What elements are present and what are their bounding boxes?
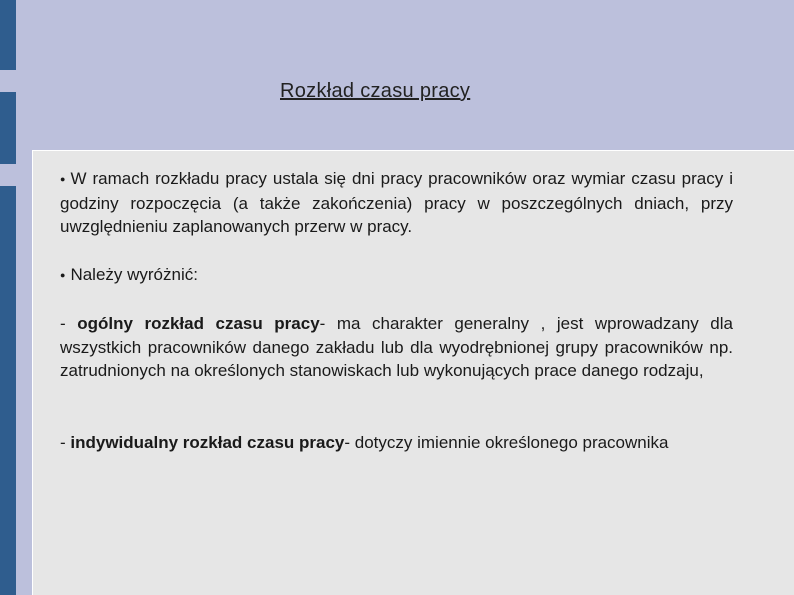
item-description-individual: - dotyczy imiennie określonego pracownika bbox=[344, 433, 669, 452]
item-term-individual: indywidualny rozkład czasu pracy bbox=[70, 433, 345, 452]
item-prefix: - bbox=[60, 433, 71, 452]
bullet-paragraph-2 bbox=[60, 263, 733, 288]
bullet-icon: ● bbox=[60, 270, 66, 280]
bullet-paragraph-1 bbox=[60, 167, 733, 239]
item-term-general: ogólny rozkład czasu pracy bbox=[77, 314, 320, 333]
bullet-text-1: W ramach rozkładu pracy ustala się dni pracy pracowników oraz wymiar czasu pracy i godziny rozpoczęcia (a także zakończenia) pracy w poszczególnych dniach, przy uwzględnieniu zaplanowanych przerw w pracy. bbox=[60, 169, 733, 236]
item-general-schedule bbox=[60, 312, 733, 383]
item-description-general: - ma charakter generalny , jest wprowadzany dla wszystkich pracowników danego zakładu lub dla wyodrębnionej grupy pracowników np. zatrudnionych na określonych stanowiskach lub wykonujących prace danego rodzaju, bbox=[60, 314, 733, 380]
left-accent-bar-bottom bbox=[0, 186, 16, 595]
content-box bbox=[32, 150, 794, 595]
slide-title: Rozkład czasu pracy bbox=[280, 80, 471, 102]
bullet-text-2: Należy wyróżnić: bbox=[70, 265, 198, 284]
item-prefix: - bbox=[60, 314, 78, 333]
left-accent-bar-top bbox=[0, 0, 16, 70]
bullet-icon: ● bbox=[60, 174, 66, 184]
item-individual-schedule bbox=[60, 431, 733, 455]
left-accent-bar-middle bbox=[0, 92, 16, 164]
